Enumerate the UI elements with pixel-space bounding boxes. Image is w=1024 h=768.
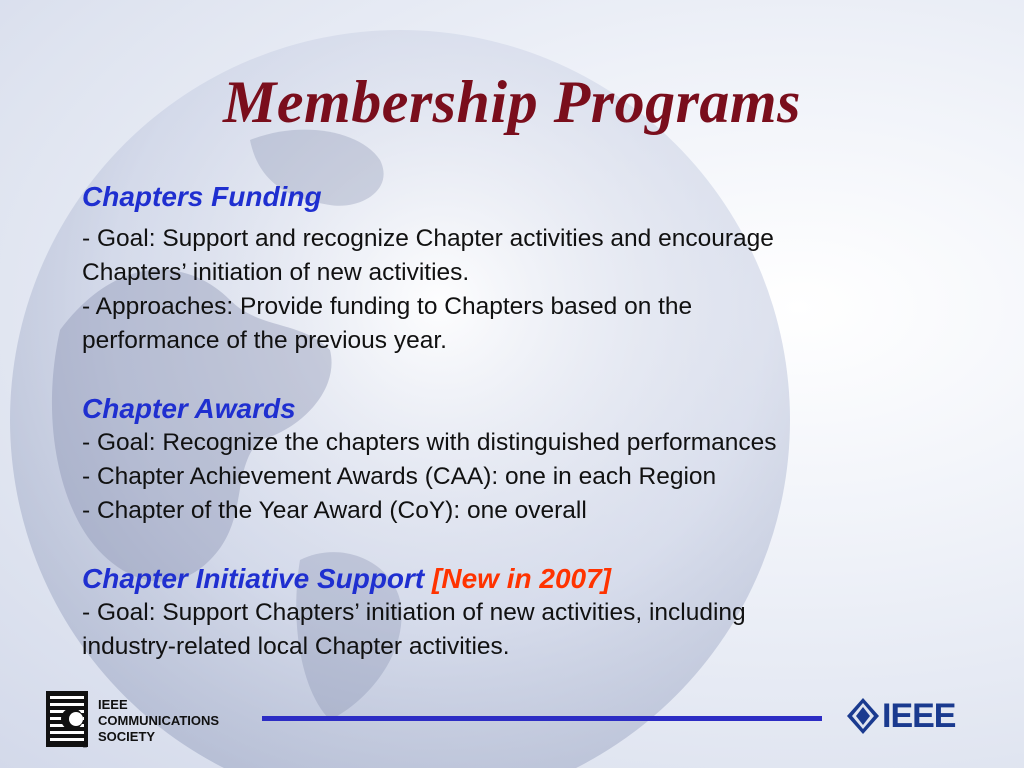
slide-content (82, 180, 982, 664)
section-heading-chapter-awards: Chapter Awards (82, 393, 296, 424)
ieee-wordmark: IEEE (882, 697, 956, 735)
body-line: - Chapter Achievement Awards (CAA): one in each Region (82, 463, 717, 490)
comsoc-logo-icon (46, 691, 94, 749)
registered-mark: ® (82, 741, 88, 749)
body-line: - Goal: Support and recognize Chapter activities and encourage (82, 225, 774, 252)
footer-rule (262, 716, 822, 721)
body-line: performance of the previous year. (82, 327, 447, 354)
comsoc-line: COMMUNICATIONS (98, 713, 220, 728)
comsoc-line: IEEE (98, 697, 128, 712)
comsoc-wordmark (98, 697, 219, 745)
body-line: - Goal: Support Chapters’ initiation of new activities, including (82, 599, 746, 626)
body-line: industry-related local Chapter activities. (82, 633, 510, 660)
body-line: Chapters’ initiation of new activities. (82, 259, 470, 286)
section-heading-chapters-funding: Chapters Funding (82, 181, 322, 212)
new-in-2007-tag: [New in 2007] (432, 563, 611, 594)
ieee-diamond-icon (846, 697, 880, 735)
section-heading-text: Chapter Initiative Support (82, 563, 425, 594)
slide-title: Membership Programs (223, 69, 801, 135)
body-line: - Chapter of the Year Award (CoY): one overall (82, 497, 587, 524)
comsoc-line: SOCIETY (98, 729, 156, 744)
body-line: - Goal: Recognize the chapters with distinguished performances (82, 429, 777, 456)
section-heading-chapter-initiative-support (82, 562, 982, 596)
body-line: - Approaches: Provide funding to Chapters based on the (82, 293, 693, 320)
